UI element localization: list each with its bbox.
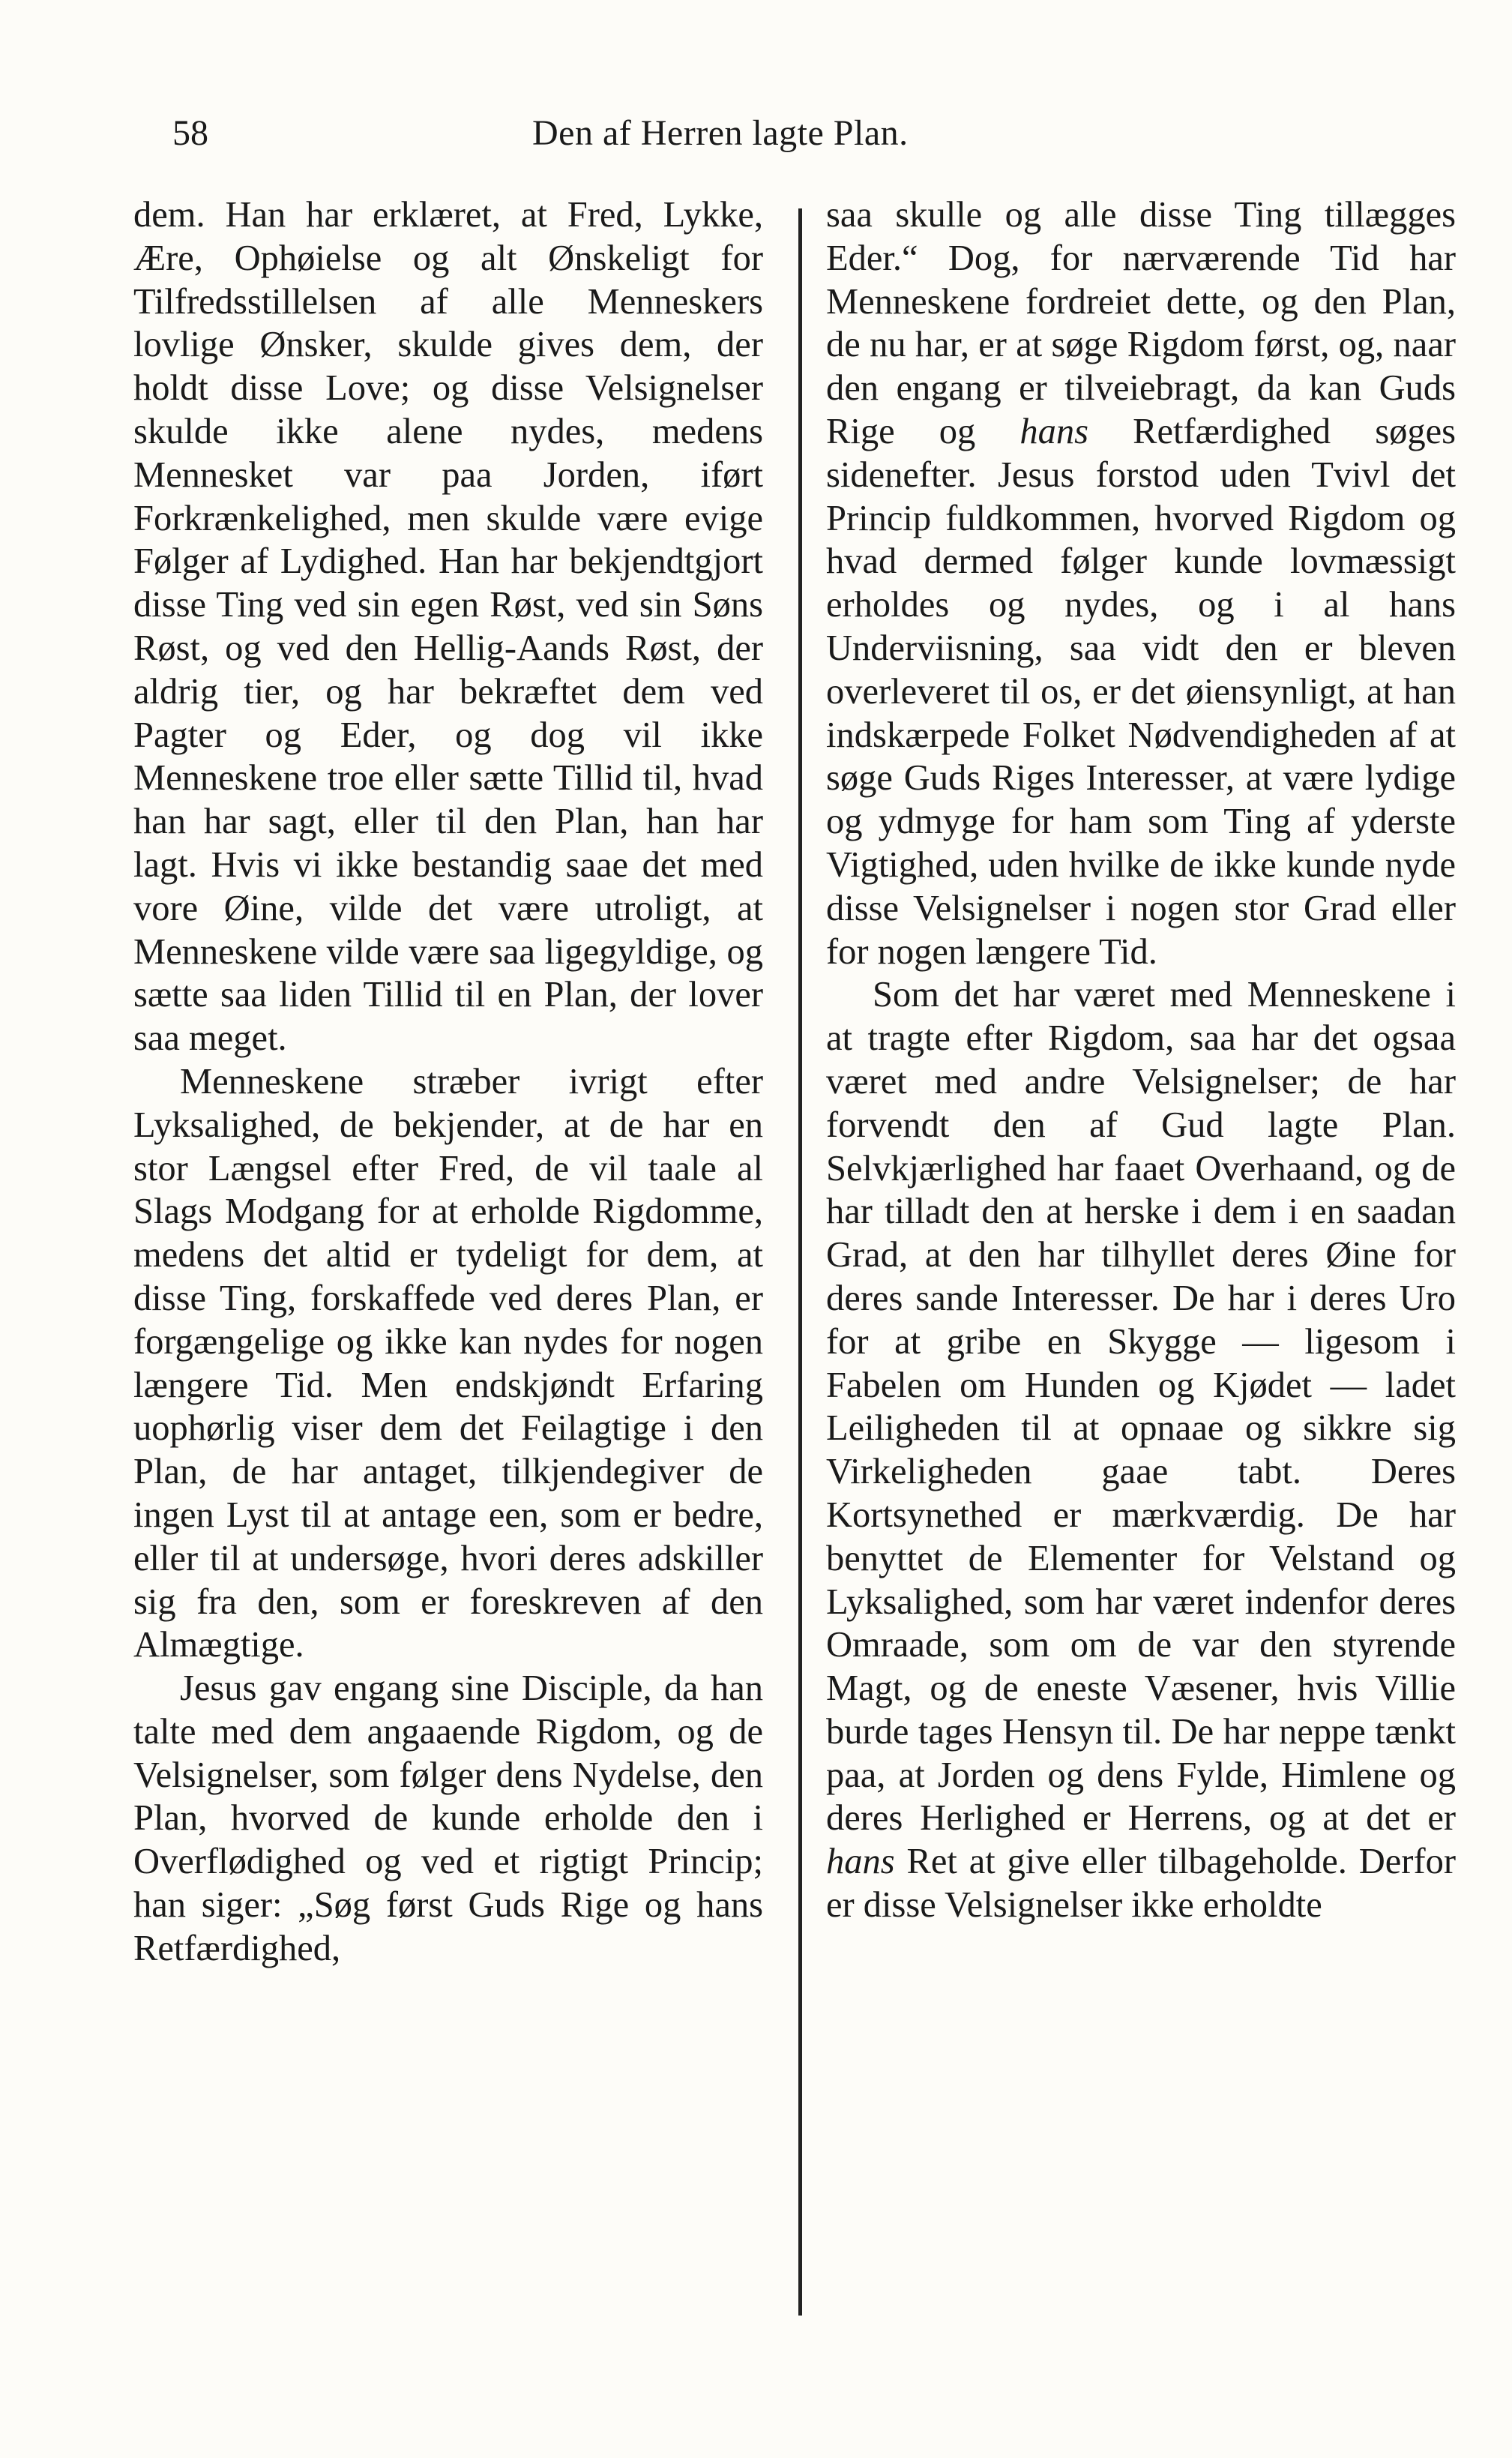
- left-paragraph-3: Jesus gav engang sine Disciple, da han talte med dem angaaende Rigdom, og de Velsignelser, som følger dens Nydelse, den Plan, hvorved de kunde erholde den i Overflødighed og ved et rigtigt Princip; han siger: „Søg først Guds Rige og hans Retfærdighed,: [133, 1668, 763, 1968]
- right-p2-emphasis: hans: [826, 1842, 895, 1882]
- right-column: [826, 193, 1456, 1927]
- right-paragraph-1: [826, 193, 1456, 973]
- right-p1-text-a: saa skulle og alle disse Ting tillægges Eder.“ Dog, for nærværende Tid har Menneskene fordreiet dette, og den Plan, de nu har, er at søge Rigdom først, og, naar den engang er tilveiebragt, da kan Guds Rige og: [826, 195, 1456, 451]
- right-paragraph-2: [826, 973, 1456, 1927]
- left-column: [133, 193, 763, 1971]
- left-paragraph-2: Menneskene stræber ivrigt efter Lyksalighed, de bekjender, at de har en stor Længsel efter Fred, de vil taale al Slags Modgang for at erholde Rigdomme, medens det altid er tydeligt for dem, at disse Ting, forskaffede ved deres Plan, er forgængelige og ikke kan nydes for nogen længere Tid. Men endskjøndt Erfaring uophørlig viser dem det Feilagtige i den Plan, de har antaget, tilkjendegiver de ingen Lyst til at antage een, som er bedre, eller til at undersøge, hvori deres adskiller sig fra den, som er foreskreven af den Almægtige.: [133, 1061, 763, 1665]
- left-paragraph-1: dem. Han har erklæret, at Fred, Lykke, Ære, Ophøielse og alt Ønskeligt for Tilfredsstillelsen af alle Menneskers lovlige Ønsker, skulde gives dem, der holdt disse Love; og disse Velsignelser skulde ikke alene nydes, medens Mennesket var paa Jorden, iført Forkrænkelighed, men skulde være evige Følger af Lydighed. Han har bekjendtgjort disse Ting ved sin egen Røst, ved sin Søns Røst, og ved den Hellig-Aands Røst, der aldrig tier, og har bekræftet dem ved Pagter og Eder, og dog vil ikke Menneskene troe eller sætte Tillid til, hvad han har sagt, eller til den Plan, han har lagt. Hvis vi ikke bestandig saae det med vore Øine, vilde det være utroligt, at Menneskene vilde være saa ligegyldige, og sætte saa liden Tillid til en Plan, der lover saa meget.: [133, 195, 763, 1059]
- right-p1-emphasis: hans: [1019, 411, 1088, 451]
- running-head: Den af Herren lagte Plan.: [532, 113, 909, 153]
- page-number: 58: [172, 113, 208, 153]
- page-header: [172, 112, 1372, 165]
- right-p1-text-b: Retfærdighed søges sidenefter. Jesus forstod uden Tvivl det Princip fuldkommen, hvorved Rigdom og hvad dermed følger kunde lovmæssigt erholdes og nydes, og i al hans Underviisning, saa vidt den er bleven overleveret til os, er det øiensynligt, at han indskærpede Folket Nødvendigheden af at søge Guds Riges Interesser, at være lydige og ydmyge for ham som Ting af yderste Vigtighed, uden hvilke de ikke kunde nyde disse Velsignelser i nogen stor Grad eller for nogen længere Tid.: [826, 411, 1456, 972]
- right-p2-text-a: Som det har været med Menneskene i at tragte efter Rigdom, saa har det ogsaa været med andre Velsignelser; de har forvendt den af Gud lagte Plan. Selvkjærlighed har faaet Overhaand, og de har tilladt den at herske i dem i en saadan Grad, at den har tilhyllet deres Øine for deres sande Interesser. De har i deres Uro for at gribe en Skygge — ligesom i Fabelen om Hunden og Kjødet — ladet Leiligheden til at opnaae og sikkre sig Virkeligheden gaae tabt. Deres Kortsynethed er mærkværdig. De har benyttet de Elementer for Velstand og Lyksalighed, som har været indenfor deres Omraade, som om de var den styrende Magt, og de eneste Væsener, hvis Villie burde tages Hensyn til. De har neppe tænkt paa, at Jorden og dens Fylde, Himlene og deres Herlighed er Herrens, og at det er: [826, 975, 1456, 1839]
- column-divider: [798, 208, 802, 2316]
- right-p2-text-b: Ret at give eller tilbageholde. Derfor er disse Velsignelser ikke erholdte: [826, 1842, 1456, 1926]
